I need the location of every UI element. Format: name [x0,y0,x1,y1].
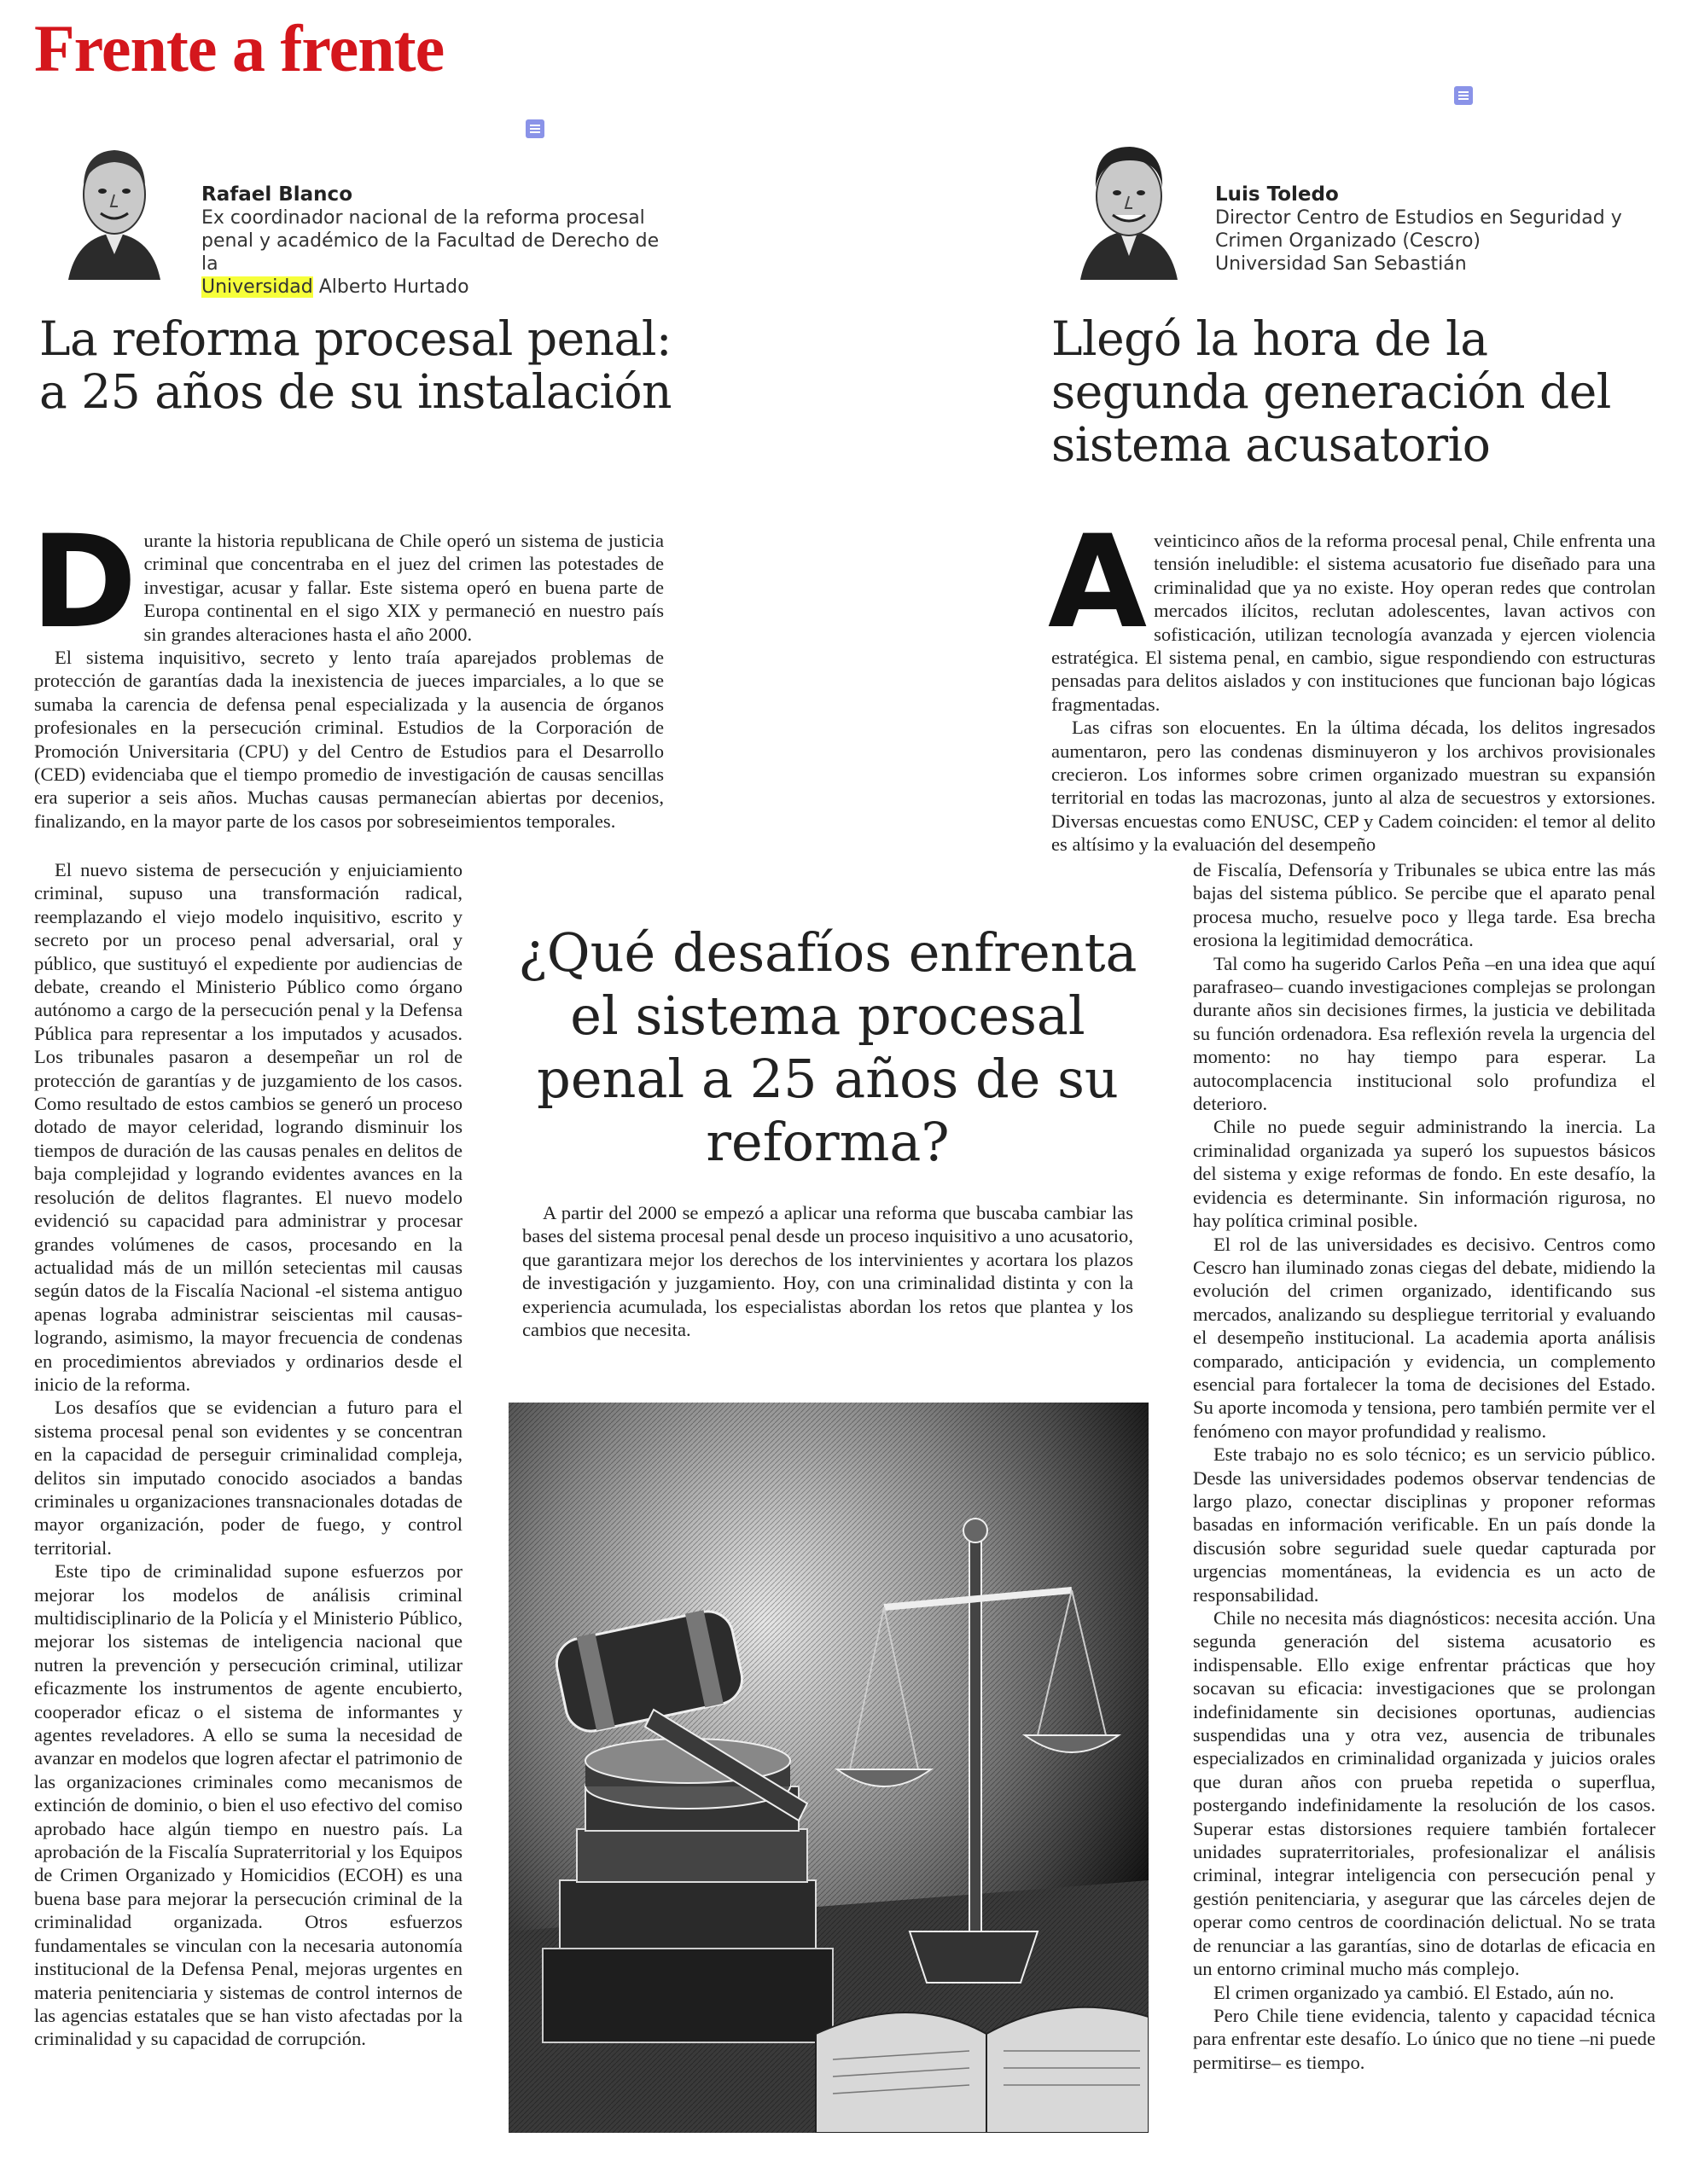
center-question-title: ¿Qué desafíos enfrenta el sistema procesal penal a 25 años de su reforma? [518,921,1137,1173]
paragraph: Durante la historia republicana de Chile operó un sistema de justicia criminal que concentraba en el juez del crimen las potestades de investigar, acusar y fallar. Este sistema operó en buena parte de Europa continental en el sigo XIX y permaneció en nuestro país sin grandes alteraciones hasta el año 2000. [31,508,664,657]
author-photo-rafael-blanco [60,135,169,280]
right-article-body-top [1048,508,1655,857]
comment-note-icon[interactable] [1454,86,1473,105]
highlighted-text[interactable]: Universidad [201,276,313,298]
author-portrait-icon [60,135,169,280]
author-name: Luis Toledo [1215,183,1339,206]
paragraph: Aveinticinco años de la reforma procesal penal, Chile enfrenta una tensión ineludible: el sistema acusatorio fue diseñado para una criminalidad que ya no existe. Hoy operan redes que controlan mercados ilícitos, reclutan adolescentes, lavan activos con sofisticación, utilizan tecnología avanzada y ejercen violencia estratégica. El sistema penal, en cambio, sigue respondiendo con estructuras pensadas para delitos aislados y con instituciones que funcionan bajo lógicas fragmentadas. [1048,508,1655,715]
paragraph: Las cifras son elocuentes. En la última década, los delitos ingresados aumentaron, pero las condenas disminuyeron y los archivos provisionales crecieron. Los informes sobre crimen organizado muestran su expansión territorial en todas las macrozonas, junto al alza de secuestros y extorsiones. Diversas encuestas como ENUSC, CEP y Cadem coinciden: el temor al delito es altísimo y la evaluación del desempeño [1051,717,1655,856]
left-article-body-column [34,858,463,2051]
center-intro: A partir del 2000 se empezó a aplicar una reforma que buscaba cambiar las bases del sistema procesal penal desde un proceso inquisitivo a uno acusatorio, que garantizara mejor los derechos de los intervinientes y acortara los plazos de investigación y juzgamiento. Hoy, con una criminalidad distinta y con la experiencia acumulada, los especialistas abordan los retos que plantea y los cambios que necesita. [522,1202,1133,1341]
author-desc-line: Universidad Alberto Hurtado [201,276,469,298]
paragraph: Chile no necesita más diagnósticos: necesita acción. Una segunda generación del sistema acusatorio es indispensable. Ello exige enfrentar prácticas que hoy socavan su eficacia: investigaciones que se prolongan indefinidamente sin decisiones oportunas, audiencias suspendidas una y otra vez, ausencia de tribunales especializados en criminalidad organizada y juicios orales que duran años con prueba repetida o superflua, postergando indefinidamente la resolución de los casos. Superar estas distorsiones requiere también fortalecer unidades supraterritoriales, profesionalizar el análisis criminal, integrar inteligencia con persecución penal y gestión penitenciaria, y asegurar que las cárceles dejen de operar como centros de coordinación delictual. No se trata de renunciar a las garantías, sino de dotarlas de eficacia en un entorno criminal mucho más complejo. [1193,1607,1655,1980]
paragraph: Pero Chile tiene evidencia, talento y capacidad técnica para enfrentar este desafío. Lo único que no tiene –ni puede permitirse– es tiempo. [1193,2004,1655,2073]
author-desc-line: penal y académico de la Facultad de Derecho de la [201,230,660,275]
gavel-scales-icon [509,1403,1149,2133]
author-portrait-icon [1073,135,1184,280]
paragraph: Este trabajo no es solo técnico; es un servicio público. Desde las universidades podemos observar tendencias de largo plazo, conectar disciplinas y proponer reformas basadas en información verificable. En un país donde la discusión sobre seguridad suele quedar capturada por urgencias momentáneas, la evidencia es un acto de responsabilidad. [1193,1443,1655,1606]
right-article-headline: Llegó la hora de la segunda generación del sistema acusatorio [1051,311,1611,472]
dropcap: A [1048,508,1148,657]
author-name: Rafael Blanco [201,183,352,206]
right-article-body-column [1193,858,1655,2074]
gavel-scales-books-illustration [509,1403,1149,2133]
paragraph: El nuevo sistema de persecución y enjuiciamiento criminal, supuso una transformación radical, reemplazando el viejo modelo inquisitivo, escrito y secreto por un proceso penal adversarial, oral y público, que sustituyó el expediente por audiencias de debate, creando el Ministerio Público como órgano autónomo a cargo de la persecución penal y la Defensa Pública para representar a los imputados y acusados. Los tribunales pasaron a desempeñar un rol de protección de garantías y de juzgamiento de los casos. Como resultado de estos cambios se generó un proceso dotado de mayor celeridad, logrando disminuir los tiempos de duración de las causas penales en delitos de baja complejidad y logrando evidentes avances en la resolución de delitos flagrantes. El nuevo modelo evidenció su capacidad para administrar y procesar grandes volúmenes de casos, procesando en la actualidad más de un millón setecientas mil causas según datos de la Fiscalía Nacional -el sistema antiguo apenas lograba administrar seiscientas mil causas- logrando, asimismo, la mayor frecuencia de condenas en procedimientos abreviados y ordinarios desde el inicio de la reforma. [34,859,463,1395]
paragraph: Los desafíos que se evidencian a futuro para el sistema procesal penal son evidentes y se concentran en la capacidad de perseguir criminalidad compleja, delitos sin imputado conocido asociados a bandas criminales u organizaciones transnacionales dotadas de mayor organización, poder de fuego, y control territorial. [34,1397,463,1559]
section-title: Frente a frente [34,11,445,85]
paragraph: Tal como ha sugerido Carlos Peña –en una idea que aquí parafraseo– cuando investigaciones complejas se prolongan durante años sin decisiones firmes, la justicia ve debilitada su función ordenadora. Esa reflexión revela la urgencia del momento: no hay tiempo para esperar. La autocomplacencia institucional solo profundiza el deterioro. [1193,952,1655,1115]
left-article-body-top [31,508,664,833]
paragraph: El sistema inquisitivo, secreto y lento traía aparejados problemas de protección de garantías dada la inexistencia de jueces imparciales, a lo que se sumaba la carencia de defensa penal especializada y la ausencia de órganos profesionales en la persecución criminal. Estudios de la Corporación de Promoción Universitaria (CPU) y del Centro de Estudios para el Desarrollo (CED) evidenciaba que el tiempo promedio de investigación de causas sencillas era superior a seis años. Muchas causas permanecían abiertas por decenios, finalizando, en la mayor parte de los casos por sobreseimientos temporales. [34,647,664,832]
paragraph: El rol de las universidades es decisivo. Centros como Cescro han iluminado zonas ciegas del debate, midiendo la evolución del crimen organizado, identificando sus mercados, analizando su despliegue territorial y evaluando el desempeño institucional. La academia aporta análisis comparado, anticipación y evidencia, un complemento esencial para fortalecer la toma de decisiones del Estado. Su aporte incomoda y tensiona, pero también permite ver el fenómeno con mayor profundidad y realismo. [1193,1233,1655,1442]
paragraph: El crimen organizado ya cambió. El Estado, aún no. [1213,1981,1614,2003]
paragraph: de Fiscalía, Defensoría y Tribunales se ubica entre las más bajas del sistema público. Se percibe que el aparato penal procesa mucho, resuelve poco y llega tarde. Esa brecha erosiona la legitimidad democrática. [1193,859,1655,951]
dropcap: D [31,508,137,657]
paragraph: Chile no puede seguir administrando la inercia. La criminalidad organizada ya superó los supuestos básicos del sistema y exige reformas de fondo. En este desafío, la evidencia es determinante. Sin información rigurosa, no hay política criminal posible. [1193,1116,1655,1232]
paragraph: Este tipo de criminalidad supone esfuerzos por mejorar los modelos de análisis criminal multidisciplinario de la Policía y el Ministerio Público, mejorar los sistemas de inteligencia nacional que nutren la prevención y persecución criminal, utilizar eficazmente los instrumentos de agente encubierto, cooperador eficaz o el sistema de informantes y agentes reveladores. A ello se suma la necesidad de avanzar en modelos que logren afectar el patrimonio de las organizaciones criminales como mecanismos de extinción de dominio, o bien el uso efectivo del comiso aprobado hace algún tiempo en nuestro país. La aprobación de la Fiscalía Supraterritorial y los Equipos de Crimen Organizado y Homicidios (ECOH) es una buena base para mejorar la persecución criminal de la criminalidad organizada. Otros esfuerzos fundamentales se vinculan con la necesaria autonomía institucional de la Defensa Penal, mejoras urgentes en materia penitenciaria y sistemas de control internos de las agencias estatales que se han visto afectadas por la criminalidad y su capacidad de corrupción. [34,1560,463,2050]
left-article-headline: La reforma procesal penal: a 25 años de su instalación [39,311,672,419]
comment-note-icon[interactable] [526,119,544,138]
author-desc-line: Universidad San Sebastián [1215,253,1467,275]
author-desc-line: Crimen Organizado (Cescro) [1215,230,1481,252]
author-desc-line: Ex coordinador nacional de la reforma procesal [201,207,645,229]
author-desc-line: Director Centro de Estudios en Seguridad y [1215,207,1622,229]
author-photo-luis-toledo [1073,135,1184,280]
